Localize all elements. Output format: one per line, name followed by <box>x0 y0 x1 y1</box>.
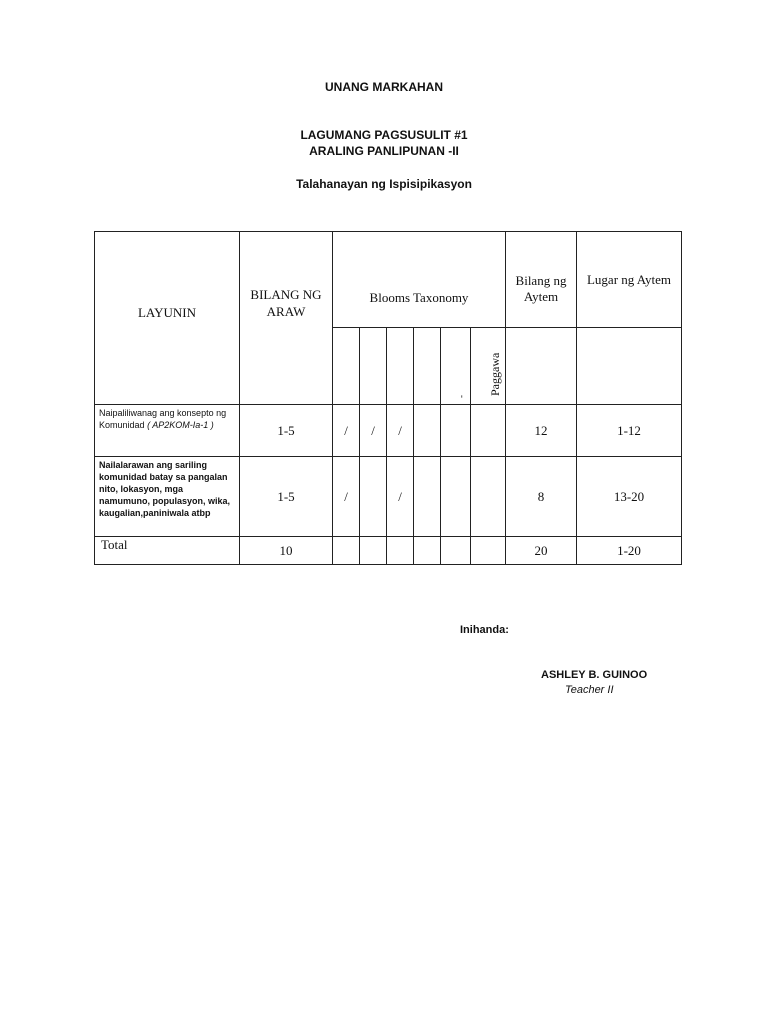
araw-cell: 1-5 <box>240 457 333 537</box>
test-title: LAGUMANG PAGSUSULIT #1 <box>300 128 468 142</box>
quarter-title: UNANG MARKAHAN <box>325 80 443 94</box>
mark-cell: / <box>387 405 414 457</box>
total-bilang: 20 <box>506 537 577 565</box>
objective-text: Naipaliliwanag ang konsepto ng Komunidad <box>99 408 227 430</box>
total-empty <box>441 537 471 565</box>
blooms-level-2 <box>360 328 387 405</box>
blooms-level-5-label: - <box>455 395 466 398</box>
lugar-ng-aytem-sub <box>577 328 682 405</box>
blooms-level-6-label: Paggawa <box>488 352 502 396</box>
mark-cell <box>471 457 506 537</box>
subject-title: ARALING PANLIPUNAN -II <box>309 144 459 158</box>
mark-cell <box>414 405 441 457</box>
mark-cell: / <box>333 405 360 457</box>
total-label: Total <box>95 537 240 565</box>
total-empty <box>333 537 360 565</box>
total-empty <box>360 537 387 565</box>
header-bilang-ng-aytem: Bilang ng Aytem <box>506 232 577 328</box>
bilang-cell: 8 <box>506 457 577 537</box>
header-blooms-taxonomy: Blooms Taxonomy <box>333 232 506 328</box>
mark-cell: / <box>360 405 387 457</box>
blooms-level-1 <box>333 328 360 405</box>
blooms-level-4 <box>414 328 441 405</box>
table-title: Talahanayan ng Ispisipikasyon <box>296 177 472 191</box>
blooms-level-3 <box>387 328 414 405</box>
mark-cell <box>441 457 471 537</box>
araw-cell: 1-5 <box>240 405 333 457</box>
objective-cell <box>95 405 240 457</box>
header-layunin: LAYUNIN <box>95 232 240 405</box>
header-lugar-ng-aytem: Lugar ng Aytem <box>577 232 682 328</box>
total-empty <box>414 537 441 565</box>
total-row <box>95 537 682 565</box>
bilang-ng-aytem-sub <box>506 328 577 405</box>
specification-table <box>94 231 682 565</box>
mark-cell <box>414 457 441 537</box>
blooms-level-5 <box>441 328 471 405</box>
blooms-level-6 <box>471 328 506 405</box>
total-empty <box>471 537 506 565</box>
total-empty <box>387 537 414 565</box>
lugar-cell: 1-12 <box>577 405 682 457</box>
signatory-name: ASHLEY B. GUINOO <box>541 669 648 681</box>
mark-cell: / <box>387 457 414 537</box>
table-row <box>95 405 682 457</box>
lugar-cell: 13-20 <box>577 457 682 537</box>
mark-cell <box>471 405 506 457</box>
header-bilang-ng-araw: BILANG NG ARAW <box>240 232 333 405</box>
table-row <box>95 457 682 537</box>
total-araw: 10 <box>240 537 333 565</box>
mark-cell <box>441 405 471 457</box>
prepared-by-label: Inihanda: <box>460 624 509 636</box>
objective-cell <box>95 457 240 537</box>
mark-cell: / <box>333 457 360 537</box>
total-lugar: 1-20 <box>577 537 682 565</box>
signatory-position: Teacher II <box>565 684 614 696</box>
competency-code: ( AP2KOM-Ia-1 ) <box>147 420 214 430</box>
mark-cell <box>360 457 387 537</box>
bilang-cell: 12 <box>506 405 577 457</box>
objective-text: Nailalarawan ang sariling komunidad batay sa pangalan nito, lokasyon, mga namumuno, populasyon, wika, kaugalian,paniniwala atbp <box>99 460 231 518</box>
